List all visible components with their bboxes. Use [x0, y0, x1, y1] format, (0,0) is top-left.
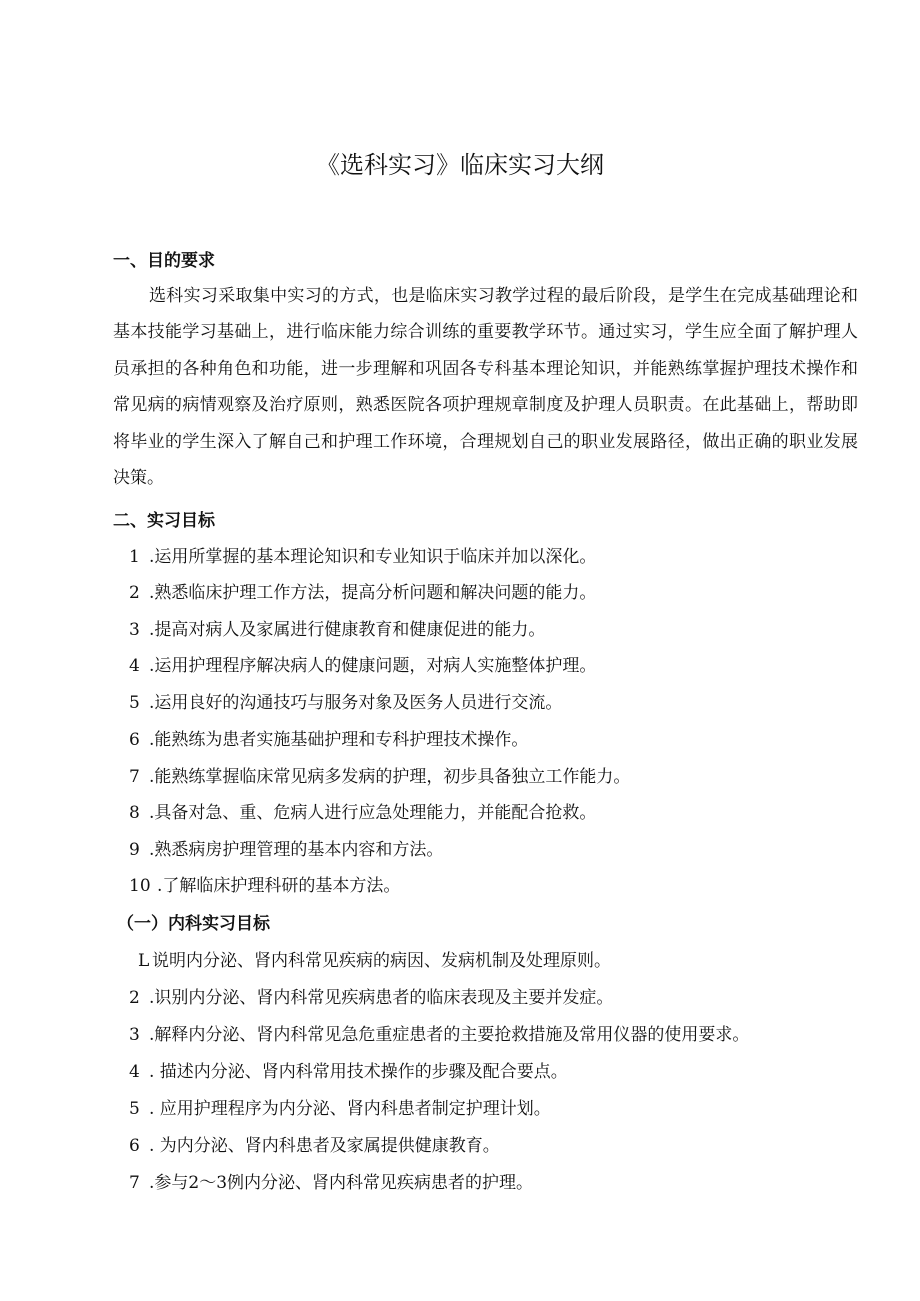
internal-goal-item-text: . 描述内分泌、肾内科常用技术操作的步骤及配合要点。 — [149, 1062, 568, 1082]
internal-goal-item-text: 说明内分泌、肾内科常见疾病的病因、发病机制及处理原则。 — [152, 951, 611, 971]
internal-goal-item — [129, 1020, 749, 1045]
goal-item-number: 9 — [129, 840, 140, 860]
goal-item-number: 1 — [129, 547, 140, 567]
purpose-paragraph: 选科实习采取集中实习的方式，也是临床实习教学过程的最后阶段，是学生在完成基础理论和基本技能学习基础上，进行临床能力综合训练的重要教学环节。通过实习，学生应全面了解护理人员承担的各种角色和功能，进一步理解和巩固各专科基本理论知识，并能熟练掌握护理技术操作和常见病的病情观察及治疗原则，熟悉医院各项护理规章制度及护理人员职责。在此基础上，帮助即将毕业的学生深入了解自己和护理工作环境，合理规划自己的职业发展路径，做出正确的职业发展决策。 — [113, 286, 858, 489]
goal-item-number: 8 — [129, 803, 140, 823]
goal-item-text: .能熟练为患者实施基础护理和专科护理技术操作。 — [149, 730, 529, 750]
goal-item — [129, 688, 562, 713]
internal-goal-item — [129, 1057, 568, 1082]
goal-item — [129, 651, 596, 676]
internal-goal-item-text: . 应用护理程序为内分泌、肾内科患者制定护理计划。 — [149, 1099, 551, 1119]
goal-item — [129, 835, 443, 860]
internal-goal-item — [129, 983, 613, 1008]
section-heading-goals: 二、实习目标 — [113, 511, 215, 531]
internal-goal-item-number: 4 — [129, 1062, 140, 1082]
goal-item — [129, 578, 596, 603]
goal-item-text: .熟悉临床护理工作方法，提高分析问题和解决问题的能力。 — [149, 583, 597, 603]
goal-item-text: .具备对急、重、危病人进行应急处理能力，并能配合抢救。 — [149, 803, 597, 823]
goal-item — [129, 798, 596, 823]
goal-item-number: 3 — [129, 620, 140, 640]
internal-goal-item — [129, 1168, 533, 1193]
internal-goal-item — [129, 1131, 500, 1156]
internal-goal-item-number: 7 — [129, 1173, 140, 1193]
goal-item-number: 2 — [129, 583, 140, 603]
goal-item-number: 10 — [129, 876, 151, 896]
internal-goal-item-text: .识别内分泌、肾内科常见疾病患者的临床表现及主要并发症。 — [149, 988, 614, 1008]
goal-item-number: 5 — [129, 693, 140, 713]
goal-item-number: 7 — [129, 767, 140, 787]
internal-goal-item-number: 2 — [129, 988, 140, 1008]
internal-goal-item — [138, 946, 611, 971]
section-heading-internal-medicine: （一）内科实习目标 — [117, 914, 270, 934]
goal-item-text: .了解临床护理科研的基本方法。 — [157, 876, 401, 896]
section-heading-purpose: 一、目的要求 — [113, 251, 215, 271]
internal-goal-item-text: .解释内分泌、肾内科常见急危重症患者的主要抢救措施及常用仪器的使用要求。 — [149, 1025, 750, 1045]
goal-item-text: .能熟练掌握临床常见病多发病的护理，初步具备独立工作能力。 — [149, 767, 631, 787]
goal-item — [129, 725, 528, 750]
goal-item-text: .熟悉病房护理管理的基本内容和方法。 — [149, 840, 444, 860]
goal-item-number: 4 — [129, 656, 140, 676]
goal-item-text: .运用所掌握的基本理论知识和专业知识于临床并加以深化。 — [149, 547, 597, 567]
goal-item — [129, 615, 545, 640]
goal-item-text: .运用护理程序解决病人的健康问题，对病人实施整体护理。 — [149, 656, 597, 676]
internal-goal-item-text: .参与2～3例内分泌、肾内科常见疾病患者的护理。 — [149, 1173, 534, 1193]
goal-item — [129, 542, 596, 567]
internal-goal-item-number: 6 — [129, 1136, 140, 1156]
goal-item-text: .提高对病人及家属进行健康教育和健康促进的能力。 — [149, 620, 546, 640]
goal-item-number: 6 — [129, 730, 140, 750]
internal-goal-item — [129, 1094, 551, 1119]
page-title: 《选科实习》临床实习大纲 — [316, 151, 604, 179]
goal-item — [129, 871, 400, 896]
internal-goal-item-number: 5 — [129, 1099, 140, 1119]
internal-goal-item-number: L — [138, 951, 150, 971]
internal-goal-item-number: 3 — [129, 1025, 140, 1045]
goal-item — [129, 762, 630, 787]
internal-goal-item-text: . 为内分泌、肾内科患者及家属提供健康教育。 — [149, 1136, 500, 1156]
goal-item-text: .运用良好的沟通技巧与服务对象及医务人员进行交流。 — [149, 693, 563, 713]
